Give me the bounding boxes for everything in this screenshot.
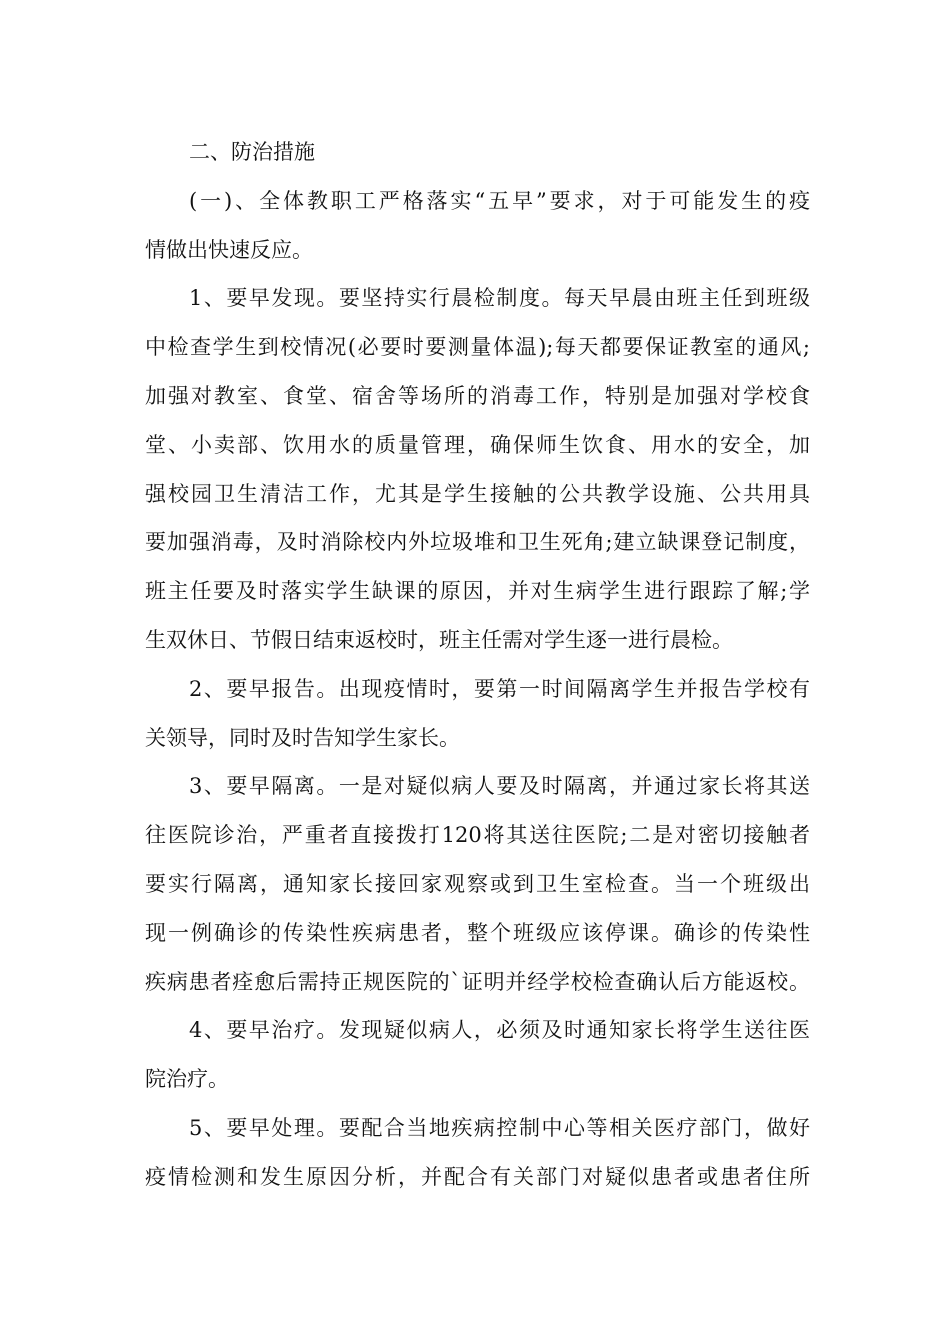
paragraph-line: 班主任要及时落实学生缺课的原因，并对生病学生进行跟踪了解;学 bbox=[145, 579, 810, 604]
paragraph-line: 疫情检测和发生原因分析，并配合有关部门对疑似患者或患者住所 bbox=[145, 1164, 810, 1189]
paragraph-line: 要实行隔离，通知家长接回家观察或到卫生室检查。当一个班级出 bbox=[145, 871, 810, 896]
paragraph-line: 中检查学生到校情况(必要时要测量体温);每天都要保证教室的通风; bbox=[145, 335, 810, 360]
paragraph-line: 加强对教室、食堂、宿舍等场所的消毒工作，特别是加强对学校食 bbox=[145, 383, 810, 408]
paragraph-line: 院治疗。 bbox=[145, 1067, 229, 1092]
paragraph-line: 往医院诊治，严重者直接拨打120将其送往医院;二是对密切接触者 bbox=[145, 823, 810, 848]
paragraph-line: 疾病患者痊愈后需持正规医院的`证明并经学校检查确认后方能返校。 bbox=[145, 969, 810, 994]
paragraph-line: 2、要早报告。出现疫情时，要第一时间隔离学生并报告学校有 bbox=[189, 676, 810, 701]
section-heading: 二、防治措施 bbox=[189, 140, 315, 164]
paragraph-line: 要加强消毒，及时消除校内外垃圾堆和卫生死角;建立缺课登记制度， bbox=[145, 530, 810, 555]
paragraph-line: 堂、小卖部、饮用水的质量管理，确保师生饮食、用水的安全，加 bbox=[145, 432, 810, 457]
paragraph-line: 强校园卫生清洁工作，尤其是学生接触的公共教学设施、公共用具 bbox=[145, 481, 810, 506]
document-body bbox=[145, 128, 810, 1202]
paragraph-line: (一)、全体教职工严格落实“五早”要求，对于可能发生的疫 bbox=[189, 188, 810, 213]
paragraph-line: 5、要早处理。要配合当地疾病控制中心等相关医疗部门，做好 bbox=[189, 1115, 810, 1140]
paragraph-line: 生双休日、节假日结束返校时，班主任需对学生逐一进行晨检。 bbox=[145, 627, 733, 652]
paragraph-line: 关领导，同时及时告知学生家长。 bbox=[145, 725, 460, 750]
paragraph-line: 现一例确诊的传染性疾病患者，整个班级应该停课。确诊的传染性 bbox=[145, 920, 810, 945]
paragraph-line: 4、要早治疗。发现疑似病人，必须及时通知家长将学生送往医 bbox=[189, 1018, 810, 1043]
paragraph-line: 情做出快速反应。 bbox=[145, 237, 313, 262]
paragraph-line: 1、要早发现。要坚持实行晨检制度。每天早晨由班主任到班级 bbox=[189, 286, 810, 311]
paragraph-line: 3、要早隔离。一是对疑似病人要及时隔离，并通过家长将其送 bbox=[189, 774, 810, 799]
